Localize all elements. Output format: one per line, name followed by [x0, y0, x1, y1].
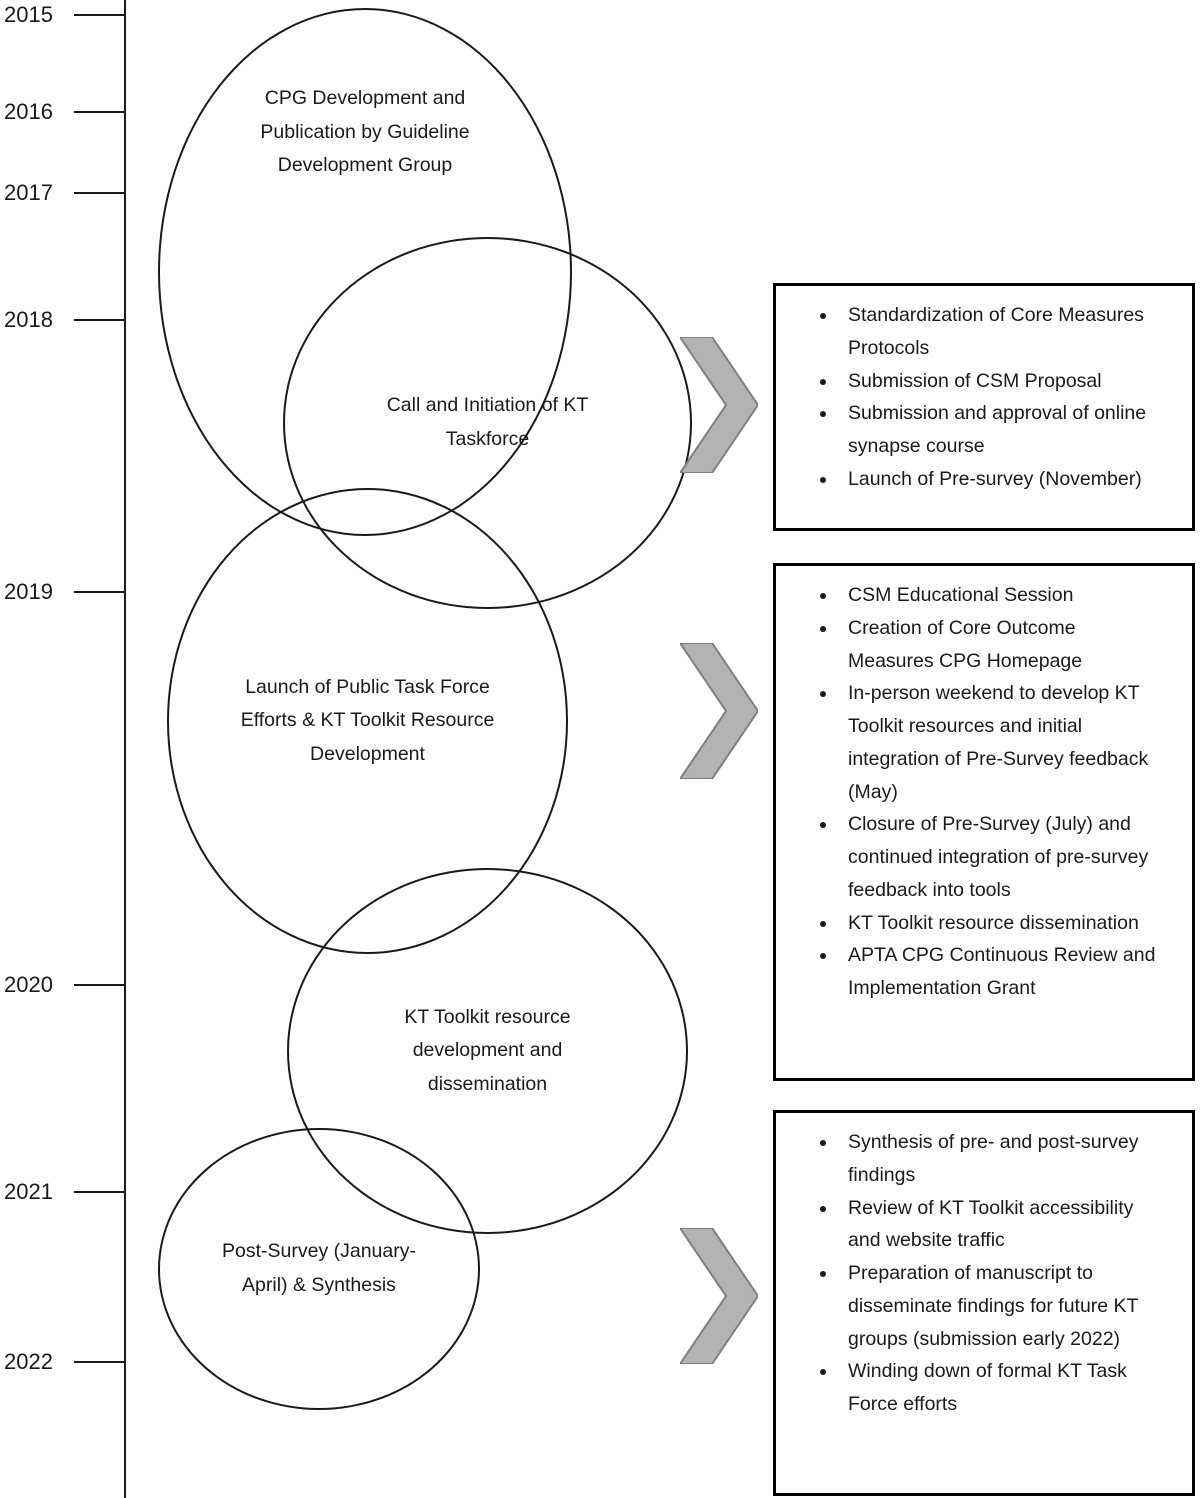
- detail-box-2021-2022: [773, 1110, 1195, 1496]
- bullet-item: • In-person weekend to develop KT Toolkit resources and initial integration of Pre-Survey feedback (May): [838, 677, 1192, 808]
- chevron-shape: [680, 337, 758, 473]
- phase-label: Launch of Public Task Force Efforts & KT Toolkit Resource Development: [240, 675, 495, 765]
- year-label: 2021: [4, 1179, 53, 1204]
- year-label: 2015: [4, 2, 53, 27]
- chevron-arrow-icon: [680, 337, 758, 473]
- chevron-shape: [680, 643, 758, 779]
- bullet-item: • APTA CPG Continuous Review and Implementation Grant: [838, 939, 1192, 1005]
- year-label: 2019: [4, 579, 53, 604]
- bullet-item: • Launch of Pre-survey (November): [838, 463, 1192, 496]
- year-label: 2022: [4, 1349, 53, 1374]
- year-tick: [74, 111, 124, 113]
- phase-label: KT Toolkit resource development and dissemination: [404, 1005, 571, 1095]
- year-tick: [74, 319, 124, 321]
- year-tick: [74, 14, 124, 16]
- bullet-item: • Submission and approval of online synapse course: [838, 397, 1192, 463]
- bullet-list: [776, 1126, 1192, 1421]
- year-label: 2018: [4, 307, 53, 332]
- year-tick: [74, 591, 124, 593]
- bullet-item: • Closure of Pre-Survey (July) and continued integration of pre-survey feedback into tools: [838, 808, 1192, 906]
- year-tick: [74, 1361, 124, 1363]
- phase-label: Call and Initiation of KT Taskforce: [386, 394, 589, 450]
- chevron-arrow-icon: [680, 643, 758, 779]
- bullet-item: • Synthesis of pre- and post-survey findings: [838, 1126, 1192, 1192]
- year-label: 2020: [4, 972, 53, 997]
- bullet-item: • CSM Educational Session: [838, 579, 1192, 612]
- timeline-axis: [124, 0, 126, 1498]
- bullet-item: • Submission of CSM Proposal: [838, 365, 1192, 398]
- year-tick: [74, 984, 124, 986]
- bullet-item: • Review of KT Toolkit accessibility and website traffic: [838, 1192, 1192, 1258]
- bullet-item: • Standardization of Core Measures Protocols: [838, 299, 1192, 365]
- bullet-item: • Preparation of manuscript to disseminate findings for future KT groups (submission early 2022): [838, 1257, 1192, 1355]
- phase-circle-post-survey: [158, 1128, 480, 1410]
- bullet-item: • Creation of Core Outcome Measures CPG Homepage: [838, 612, 1192, 678]
- bullet-list: [776, 299, 1192, 496]
- year-tick: [74, 192, 124, 194]
- phase-label: Post-Survey (January-April) & Synthesis: [222, 1240, 416, 1296]
- chevron-arrow-icon: [680, 1228, 758, 1364]
- year-label: 2017: [4, 180, 53, 205]
- detail-box-2019: [773, 563, 1195, 1081]
- bullet-item: • KT Toolkit resource dissemination: [838, 907, 1192, 940]
- bullet-list: [776, 579, 1192, 1005]
- phase-label: CPG Development and Publication by Guideline Development Group: [260, 87, 470, 177]
- chevron-shape: [680, 1228, 758, 1364]
- detail-box-2018: [773, 283, 1195, 531]
- year-tick: [74, 1191, 124, 1193]
- year-label: 2016: [4, 99, 53, 124]
- bullet-item: • Winding down of formal KT Task Force efforts: [838, 1355, 1192, 1421]
